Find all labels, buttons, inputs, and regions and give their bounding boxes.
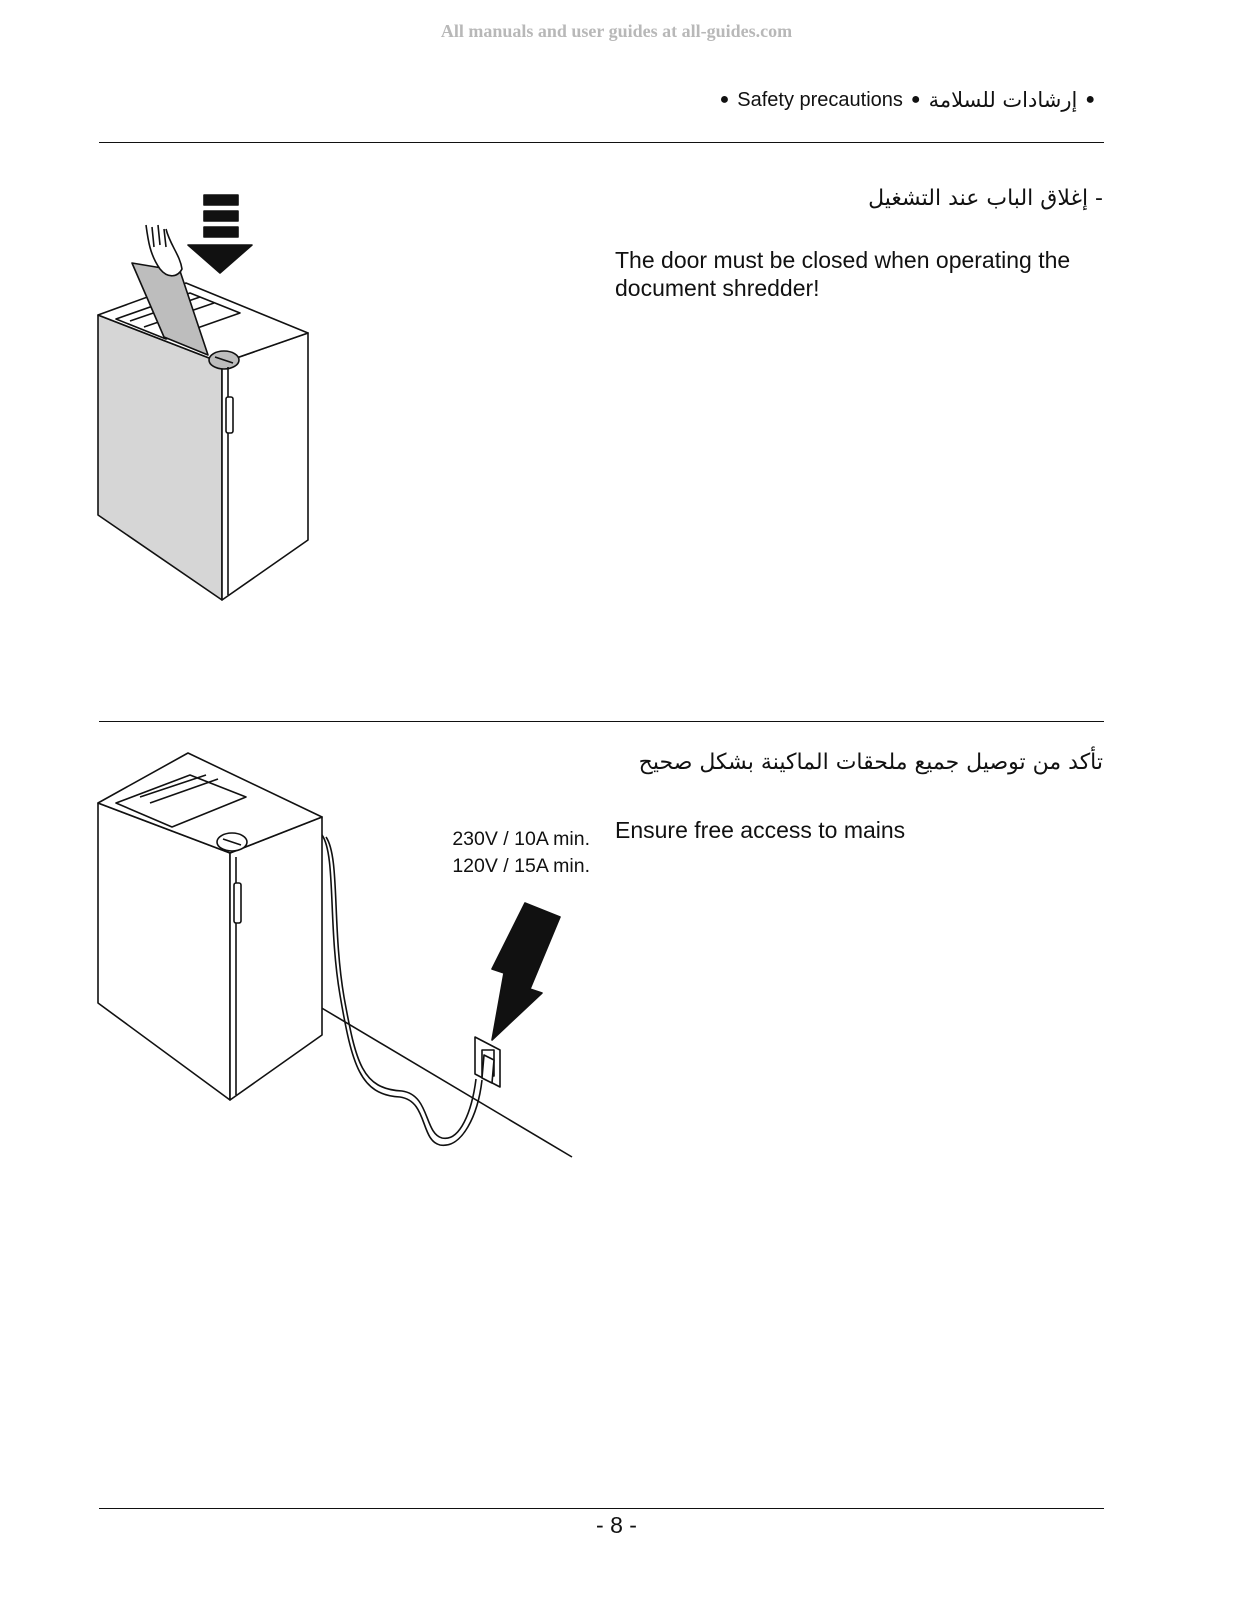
header-arabic: إرشادات للسلامة	[928, 88, 1078, 112]
bullet-icon: ●	[719, 91, 730, 108]
section1-arabic-heading: - إغلاق الباب عند التشغيل	[868, 186, 1103, 211]
power-spec-line2: 120V / 15A min.	[452, 855, 590, 877]
bullet-icon: ●	[1085, 91, 1095, 108]
section1-text: The door must be closed when operating the document shredder!	[615, 247, 1071, 301]
page-number: - 8 -	[596, 1512, 637, 1538]
power-spec-line1: 230V / 10A min.	[452, 828, 590, 850]
bullet-icon: ●	[910, 91, 921, 108]
footer-divider	[99, 1508, 1104, 1509]
header-divider	[99, 142, 1104, 143]
section2-arabic-heading: تأكد من توصيل جميع ملحقات الماكينة بشكل صحيح	[638, 750, 1103, 775]
shredder-mains-plug-illustration	[90, 745, 590, 1165]
watermark: All manuals and user guides at all-guides.com	[440, 21, 793, 41]
shredder-door-closed-illustration	[90, 185, 320, 610]
header-english: Safety precautions	[737, 88, 903, 111]
page-header	[712, 88, 1103, 112]
section2-text: Ensure free access to mains	[615, 817, 906, 843]
section-divider	[99, 721, 1104, 722]
